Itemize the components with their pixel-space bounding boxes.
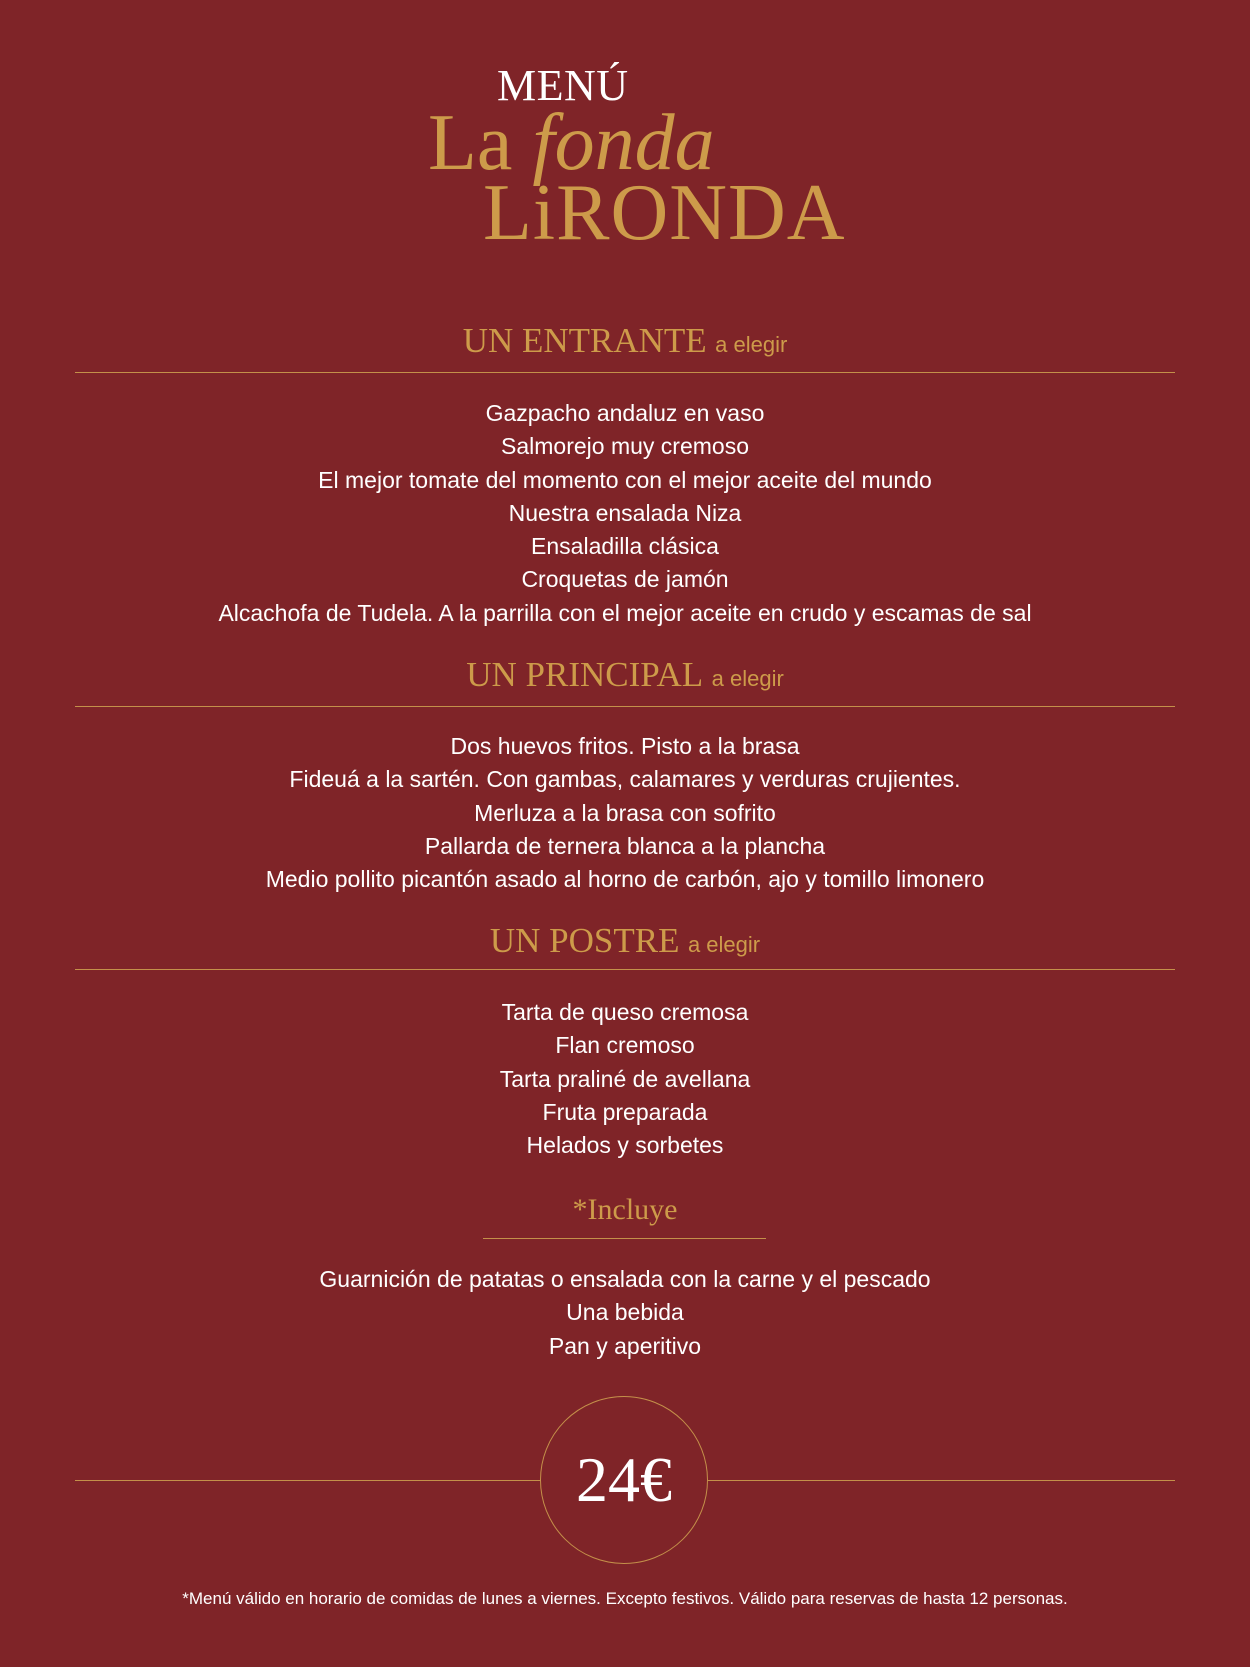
list-item: Medio pollito picantón asado al horno de carbón, ajo y tomillo limonero — [265, 866, 985, 893]
list-item: Pallarda de ternera blanca a la plancha — [424, 832, 826, 859]
section-title-entrante — [0, 321, 1250, 361]
list-item: Croquetas de jamón — [521, 566, 729, 593]
list-item: Fideuá a la sartén. Con gambas, calamares y verduras crujientes. — [289, 766, 961, 793]
list-item: Una bebida — [566, 1299, 684, 1326]
list-item: Guarnición de patatas o ensalada con la carne y el pescado — [319, 1266, 931, 1292]
list-item: Fruta preparada — [542, 1098, 708, 1125]
includes-list — [0, 1263, 1250, 1363]
brand-fonda: fonda — [532, 99, 715, 187]
section-subheading: a elegir — [711, 666, 784, 691]
section-subheading: a elegir — [715, 332, 788, 357]
section-heading: UN PRINCIPAL — [466, 655, 704, 694]
list-item: Ensaladilla clásica — [531, 533, 719, 560]
brand-la: La — [428, 99, 533, 187]
list-item: Nuestra ensalada Niza — [508, 499, 742, 526]
section-divider — [75, 969, 1175, 970]
section-title-principal — [0, 655, 1250, 695]
list-item: Helados y sorbetes — [526, 1132, 724, 1159]
section-heading: UN ENTRANTE — [462, 321, 707, 360]
includes-divider — [483, 1238, 766, 1239]
menu-header — [0, 0, 1250, 270]
list-item: Tarta de queso cremosa — [501, 999, 749, 1025]
list-item: Pan y aperitivo — [548, 1332, 702, 1359]
list-item: Merluza a la brasa con sofrito — [474, 799, 776, 826]
section-title-incluye — [0, 1193, 1250, 1227]
section-heading: UN POSTRE — [489, 921, 680, 960]
list-item: Flan cremoso — [555, 1032, 695, 1059]
includes-heading: *Incluye — [572, 1193, 678, 1226]
footnote: *Menú válido en horario de comidas de lunes a viernes. Excepto festivos. Válido para reservas de hasta 12 personas. — [182, 1589, 1068, 1608]
list-item: Alcachofa de Tudela. A la parrilla con el mejor aceite en crudo y escamas de sal — [218, 599, 1032, 626]
brand-logo-line2: LiRONDA — [483, 169, 846, 257]
list-item: Dos huevos fritos. Pisto a la brasa — [450, 733, 800, 759]
section-divider — [75, 372, 1175, 373]
section-subheading: a elegir — [687, 932, 761, 957]
price-value: 24€ — [576, 1444, 672, 1515]
price-circle — [540, 1396, 708, 1564]
list-item: Salmorejo muy cremoso — [501, 433, 749, 460]
list-item: El mejor tomate del momento con el mejor aceite del mundo — [318, 466, 932, 493]
menu-label: MENÚ — [497, 61, 629, 110]
list-item: Tarta praliné de avellana — [499, 1065, 751, 1092]
entrante-list — [0, 397, 1250, 630]
list-item: Gazpacho andaluz en vaso — [485, 400, 765, 426]
section-title-postre — [0, 921, 1250, 961]
principal-list — [0, 730, 1250, 896]
postre-list — [0, 996, 1250, 1162]
section-divider — [75, 706, 1175, 707]
